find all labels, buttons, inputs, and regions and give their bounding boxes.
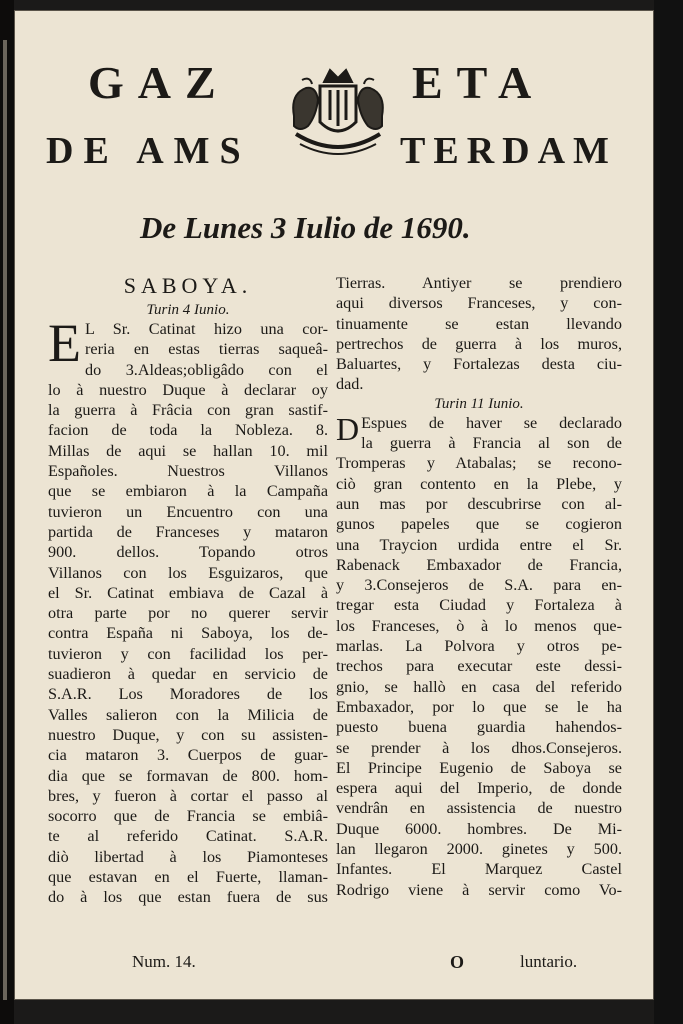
article-saboya	[48, 313, 328, 908]
text-line: dad.	[336, 375, 364, 394]
issue-number: Num. 14.	[132, 952, 196, 971]
text-line: tuvieron y con facilidad los per-	[48, 644, 328, 663]
signature-mark: O	[450, 952, 465, 972]
text-line: puesto buena guardia hahendos-	[336, 718, 622, 737]
text-line: tregar esta Ciudad y Fortaleza à	[336, 596, 622, 615]
text-line: Rabenack Embaxador de Francia,	[336, 555, 622, 574]
text-line: El Principe Eugenio de Saboya se	[336, 758, 622, 777]
text-line: Valles salieron con la Milicia de	[48, 705, 328, 724]
text-line: gnio, se hallò en casa del referido	[336, 677, 622, 696]
masthead-word-gaz: GAZ	[88, 57, 230, 108]
text-line: ciò gran contento en la Plebe, y	[336, 474, 622, 493]
text-line: el Sr. Catinat embiava de Cazal à	[48, 583, 328, 602]
text-line: que estavan en el Fuerte, llaman-	[48, 868, 328, 887]
book-spine	[0, 0, 14, 1024]
text-line: se prender à los dhos.Consejeros.	[336, 738, 622, 757]
text-line: espera aqui del Imperio, de donde	[336, 779, 622, 798]
text-line: lo à nuestro Duque à declarar oy	[48, 380, 328, 399]
text-line: cia mataron 3. Cuerpos de guar-	[48, 746, 328, 765]
dropcap: E	[48, 313, 81, 373]
text-line: socorro que de Francia se embiâ-	[48, 807, 328, 826]
text-line: Embaxador, por lo que se le ha	[336, 697, 622, 716]
text-line: una Traycion urdida entre el Sr.	[336, 535, 622, 554]
text-line: partida de Franceses y mataron	[48, 522, 328, 541]
article-continuation	[336, 273, 622, 395]
dateline-turin-4: Turin 4 Iunio.	[146, 302, 230, 318]
text-line: Infantes. El Marquez Castel	[336, 860, 622, 879]
text-line: lan llegaron 2000. ginetes y 500.	[336, 840, 622, 859]
text-line: bres, y fueron à cortar el passo al	[48, 786, 328, 805]
text-line: dia que se formavan de 800. hom-	[48, 766, 328, 785]
text-line: y 3.Consejeros de S.A. para en-	[336, 576, 622, 595]
dateline-turin-11: Turin 11 Iunio.	[434, 395, 524, 412]
dropcap: D	[336, 410, 360, 447]
text-line: Villanos con los Esguizaros, que	[48, 563, 328, 582]
section-heading-saboya: SABOYA.	[123, 273, 253, 298]
text-line: contra España ni Saboya, los de-	[48, 624, 328, 643]
text-line: suadieron à quedar en servicio de	[48, 665, 328, 684]
text-line: marlas. La Polvora y otros pe-	[336, 637, 622, 656]
article-turin-11	[336, 410, 622, 900]
right-margin-dark	[654, 0, 683, 1024]
text-line: Duque 6000. hombres. De Mi-	[336, 819, 622, 838]
text-line: pertrechos de guerra à los muros,	[336, 334, 622, 353]
text-line: Espues de haver se declarado	[361, 413, 622, 432]
left-column	[48, 273, 328, 908]
masthead-word-terdam: TERDAM	[400, 130, 617, 172]
masthead-word-eta: ETA	[412, 57, 546, 108]
coat-of-arms-icon	[286, 60, 390, 164]
issue-date: De Lunes 3 Iulio de 1690.	[140, 210, 471, 245]
text-line: do à los que estan fuera de sus	[48, 888, 328, 907]
text-line: la guerra à Francia al son de	[361, 434, 622, 453]
text-line: S.A.R. Los Moradores de los	[48, 685, 328, 704]
catchword: luntario.	[520, 952, 578, 971]
text-line: Millas de aqui se hallan 10. mil	[48, 441, 328, 460]
text-line: tinuamente se estan llevando	[336, 314, 622, 333]
text-line: te al referido Catinat. S.A.R.	[48, 827, 328, 846]
text-line: Españoles. Nuestros Villanos	[48, 462, 328, 481]
text-line: aun mas por descubrirse con al-	[336, 494, 622, 513]
text-line: L Sr. Catinat hizo una cor-	[85, 320, 328, 338]
text-line: la guerra à Frâcia con gran sastif-	[48, 401, 328, 420]
text-line: 900. dellos. Topando otros	[48, 543, 328, 562]
text-line: Tierras. Antiyer se prendiero	[336, 274, 622, 292]
text-line: gunos papeles que se cogieron	[336, 515, 622, 534]
masthead-word-de-ams: DE AMS	[46, 130, 251, 172]
text-line: Baluartes, y Fortalezas desta ciu-	[336, 355, 622, 374]
text-line: nuestro Duque, y con su assisten-	[48, 725, 328, 744]
text-line: vendrân en assistencia de nuestro	[336, 799, 622, 818]
text-line: reria en estas tierras saqueâ-	[85, 340, 328, 359]
text-line: aqui diversos Franceses, y con-	[336, 294, 622, 313]
text-line: que se embiaron à la Campaña	[48, 482, 328, 501]
text-line: diò libertad à los Piamonteses	[48, 847, 328, 866]
text-line: Tromperas y Atabalas; se recono-	[336, 454, 622, 473]
text-line: tuvieron un Encuentro con una	[48, 502, 328, 521]
text-line: facion de toda la Nobleza. 8.	[48, 421, 328, 440]
text-line: los Franceses, ò à lo menos que-	[336, 616, 622, 635]
right-column	[336, 273, 622, 900]
text-line: trechos para executar este dessi-	[336, 657, 622, 676]
text-line: do 3.Aldeas;obligâdo con el	[85, 360, 328, 379]
text-line: Rodrigo viene à servir como Vo-	[336, 880, 622, 899]
text-line: otra parte por no querer servir	[48, 604, 328, 623]
spine-edge	[3, 40, 7, 1000]
